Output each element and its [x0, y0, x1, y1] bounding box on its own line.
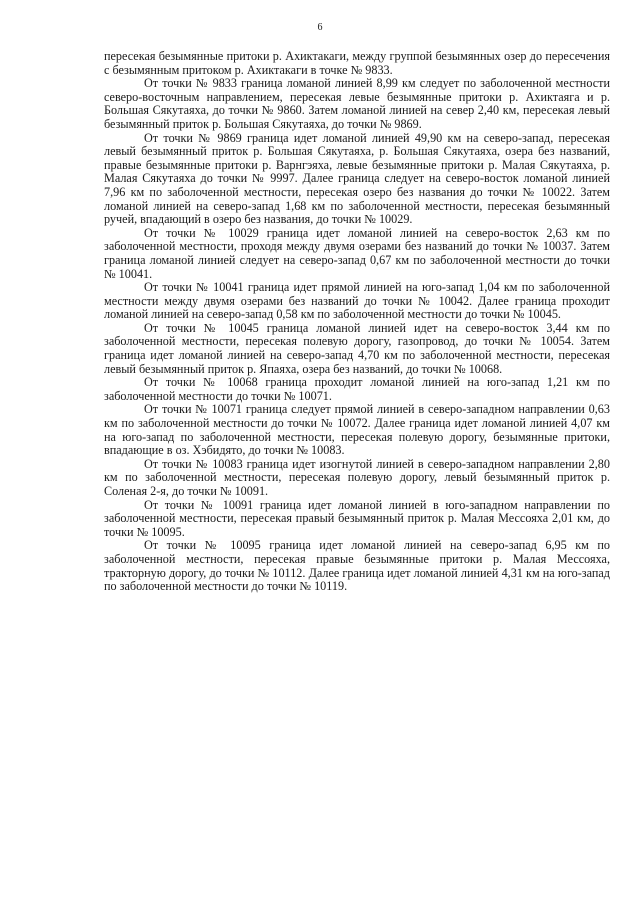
paragraph: От точки № 10083 граница идет изогнутой линией в северо-западном направлении 2,80 км по заболоченной местности, пересекая полевую дорогу, левый безымянный приток р. Соленая 2-я, до точки № 10091. [104, 456, 610, 498]
paragraph: От точки № 10029 граница идет ломаной линией на северо-восток 2,63 км по заболоченной местности, проходя между двумя озерами без названий до точки № 10037. Затем граница ломаной линией следует на северо-запад 0,67 км по заболоченной местности до точки № 10041. [104, 225, 610, 281]
paragraph: От точки № 9869 граница идет ломаной линией 49,90 км на северо-запад, пересекая левый безымянный приток р. Большая Сякутаяха, р. Большая Сякутаяха, озера без названий, правые безымянные притоки р. Варнгэяха, левые безымянные притоки р. Малая Сякутаяха, р. Малая Сякутаяха до точки № 9997. Далее граница следует на северо-восток ломаной линией 7,96 км по заболоченной местности, пересекая озеро без названия до точки № 10022. Затем ломаной линией на северо-запад 1,68 км по заболоченной местности, пересекая безымянный ручей, впадающий в озеро без названия, до точки № 10029. [104, 130, 610, 227]
paragraph: От точки № 10041 граница идет прямой линией на юго-запад 1,04 км по заболоченной местности между двумя озерами без названий до точки № 10042. Далее граница проходит ломаной линией на северо-запад 0,58 км по заболоченной местности до точки № 10045. [104, 280, 610, 322]
page-number: 6 [317, 22, 323, 33]
paragraph: От точки № 10095 граница идет ломаной линией на северо-запад 6,95 км по заболоченной местности, пересекая правые безымянные притоки р. Малая Мессояха, тракторную дорогу, до точки № 10112. Далее граница идет ломаной линией 4,31 км на юго-запад по заболоченной местности до точки № 10119. [104, 538, 610, 594]
document-body [104, 50, 610, 594]
paragraph: От точки № 9833 граница ломаной линией 8,99 км следует по заболоченной местности северо-восточным направлением, пересекая левые безымянные притоки р. Ахиктаяга и р. Большая Сякутаяха, до точки № 9860. Затем ломаной линией на север 2,40 км, пересекая левый безымянный приток р. Большая Сякутаяха, до точки № 9869. [104, 76, 610, 131]
paragraph: От точки № 10068 граница проходит ломаной линией на юго-запад 1,21 км по заболоченной местности до точки № 10071. [104, 375, 610, 403]
paragraph: От точки № 10091 граница идет ломаной линией в юго-западном направлении по заболоченной местности, пересекая правый безымянный приток р. Малая Мессояха 2,01 км, до точки № 10095. [104, 497, 610, 539]
paragraph: От точки № 10045 граница ломаной линией идет на северо-восток 3,44 км по заболоченной местности, пересекая полевую дорогу, газопровод, до точки № 10054. Затем граница идет ломаной линией на северо-запад 4,70 км по заболоченной местности, пересекая левый безымянный приток р. Япаяха, озера без названий, до точки № 10068. [104, 320, 610, 376]
paragraph: пересекая безымянные притоки р. Ахиктакаги, между группой безымянных озер до пересечения с безымянным притоком р. Ахиктакаги в точке № 9833. [104, 49, 610, 77]
paragraph: От точки № 10071 граница следует прямой линией в северо-западном направлении 0,63 км по заболоченной местности до точки № 10072. Далее граница идет ломаной линией 4,07 км на юго-запад по заболоченной местности, пересекая полевую дорогу, безымянные притоки, впадающие в оз. Хэбидято, до точки № 10083. [104, 402, 610, 458]
